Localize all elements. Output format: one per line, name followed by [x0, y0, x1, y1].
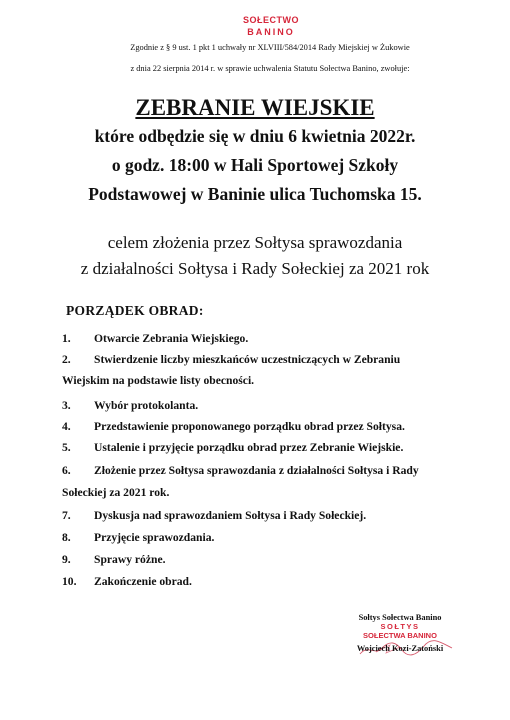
agenda-item-number: 8.	[62, 531, 71, 544]
agenda-item-number: 6.	[62, 464, 71, 477]
agenda-item-number: 4.	[62, 420, 71, 433]
agenda-item-number: 1.	[62, 332, 71, 345]
agenda-item-number: 5.	[62, 441, 71, 454]
preamble-line2: z dnia 22 sierpnia 2014 r. w sprawie uchwalenia Statutu Sołectwa Banino, zwołuje:	[130, 64, 410, 73]
agenda-item-text: Otwarcie Zebrania Wiejskiego.	[94, 332, 249, 345]
agenda-heading: PORZĄDEK OBRAD:	[66, 303, 204, 318]
agenda-item-number: 7.	[62, 509, 71, 522]
signatory-name: Wojciech Kozi-Zatoński	[356, 644, 444, 653]
purpose-line2: z działalności Sołtysa i Rady Sołeckiej za 2021 rok	[80, 259, 430, 278]
agenda-item-number: 9.	[62, 553, 71, 566]
header-stamp-line1: SOŁECTWO	[243, 15, 299, 25]
signature-stamp-line2: SOŁECTWA BANINO	[363, 631, 437, 640]
event-time-place-line: o godz. 18:00 w Hali Sportowej Szkoły	[111, 155, 399, 175]
purpose-line1: celem złożenia przez Sołtysa sprawozdania	[107, 233, 403, 252]
event-date-line: które odbędzie się w dniu 6 kwietnia 2022r.	[94, 126, 416, 146]
header-stamp-line2: BANINO	[247, 27, 295, 37]
agenda-item-text-continued: Sołeckiej za 2021 rok.	[62, 486, 170, 499]
agenda-item-text: Przyjęcie sprawozdania.	[94, 531, 215, 544]
agenda-item-number: 10.	[62, 575, 77, 588]
agenda-item-text: Przedstawienie proponowanego porządku obrad przez Sołtysa.	[94, 420, 405, 433]
agenda-item-text: Stwierdzenie liczby mieszkańców uczestniczących w Zebraniu	[94, 353, 401, 366]
signature-stamp-line1: SOŁTYS	[380, 622, 420, 631]
agenda-item-text: Złożenie przez Sołtysa sprawozdania z działalności Sołtysa i Rady	[94, 464, 419, 477]
header-stamp	[236, 14, 306, 38]
document-title: ZEBRANIE WIEJSKIE	[135, 95, 375, 120]
agenda-item-text: Ustalenie i przyjęcie porządku obrad przez Zebranie Wiejskie.	[94, 441, 404, 454]
agenda-item-text: Wybór protokolanta.	[94, 399, 199, 412]
agenda-item-text: Zakończenie obrad.	[94, 575, 192, 588]
preamble-line1: Zgodnie z § 9 ust. 1 pkt 1 uchwały nr XLVIII/584/2014 Rady Miejskiej w Żukowie	[130, 43, 410, 52]
agenda-item-number: 2.	[62, 353, 71, 366]
agenda-item-number: 3.	[62, 399, 71, 412]
agenda-item-text-continued: Wiejskim na podstawie listy obecności.	[62, 374, 255, 387]
event-address-line: Podstawowej w Baninie ulica Tuchomska 15.	[88, 184, 422, 204]
agenda-item-text: Dyskusja nad sprawozdaniem Sołtysa i Rady Sołeckiej.	[94, 509, 367, 522]
signature-title: Sołtys Sołectwa Banino	[358, 613, 442, 622]
agenda-item-text: Sprawy różne.	[94, 553, 166, 566]
